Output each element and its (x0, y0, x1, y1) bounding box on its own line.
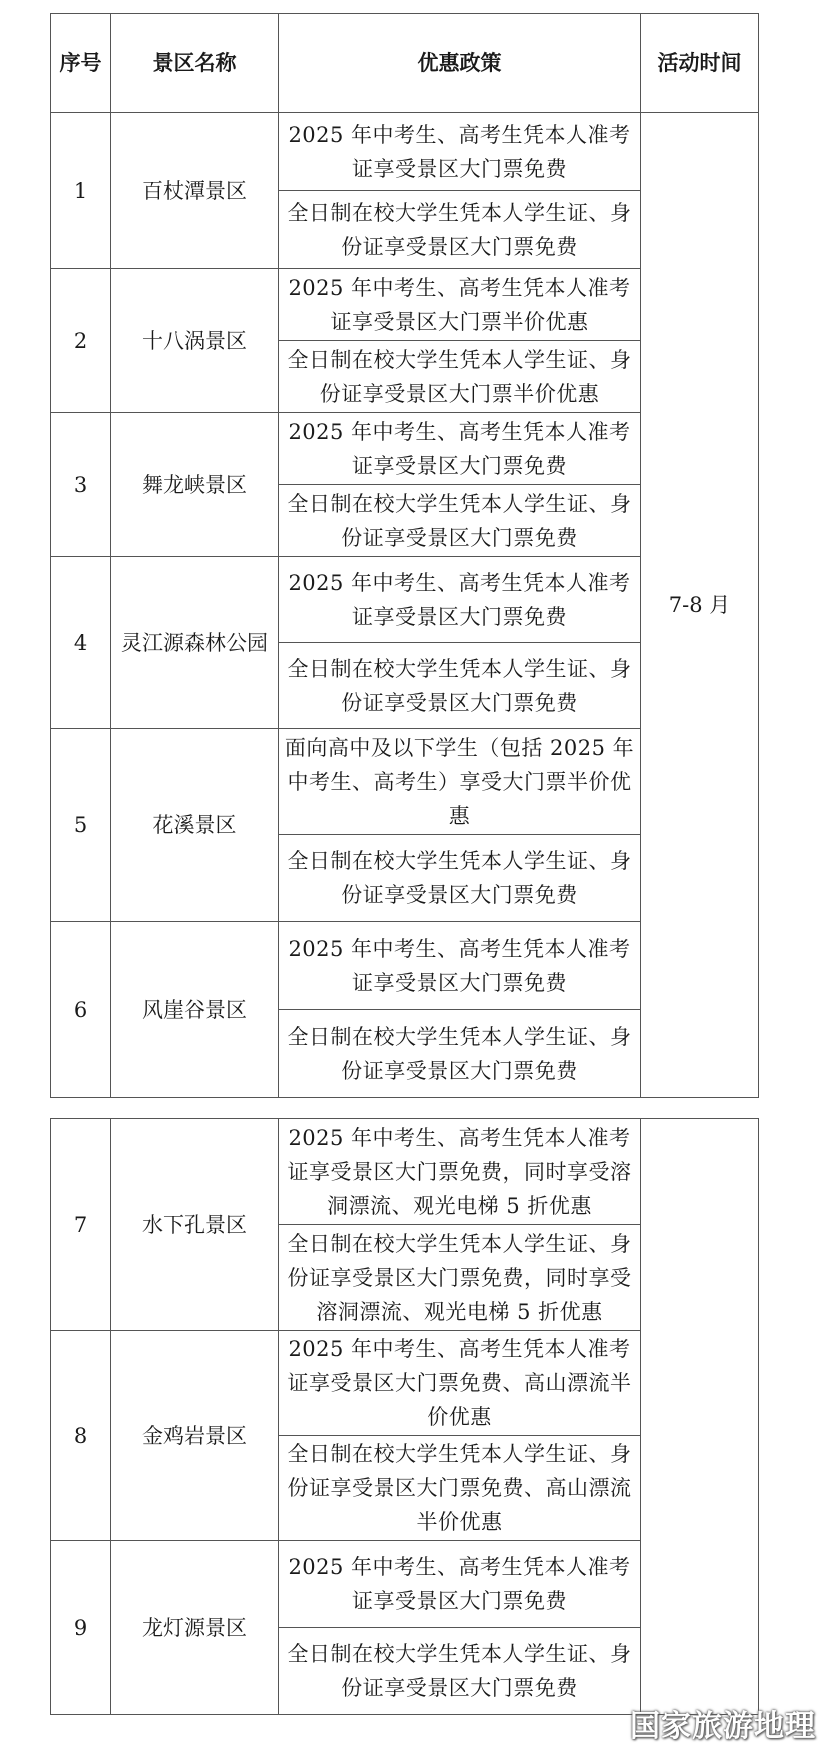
policy-exam-students: 2025 年中考生、高考生凭本人准考证享受景区大门票免费 (279, 413, 641, 485)
policy-exam-students: 2025 年中考生、高考生凭本人准考证享受景区大门票免费，同时享受溶洞漂流、观光电梯 5 折优惠 (279, 1119, 641, 1225)
row-scenic-name: 金鸡岩景区 (111, 1331, 279, 1541)
policy-exam-students: 2025 年中考生、高考生凭本人准考证享受景区大门票免费 (279, 557, 641, 643)
row-no: 4 (51, 557, 111, 729)
row-no: 7 (51, 1119, 111, 1331)
row-no: 5 (51, 729, 111, 922)
row-scenic-name: 十八涡景区 (111, 269, 279, 413)
activity-time-continued (641, 1119, 759, 1715)
discount-table-part-1 (50, 13, 759, 1098)
row-scenic-name: 水下孔景区 (111, 1119, 279, 1331)
watermark-logo: 国家旅游地理 (630, 1709, 816, 1744)
policy-university-students: 全日制在校大学生凭本人学生证、身份证享受景区大门票免费 (279, 643, 641, 729)
policy-university-students: 全日制在校大学生凭本人学生证、身份证享受景区大门票免费 (279, 485, 641, 557)
row-scenic-name: 舞龙峡景区 (111, 413, 279, 557)
table-header-row (51, 14, 759, 113)
row-scenic-name: 风崖谷景区 (111, 922, 279, 1098)
policy-high-school-students: 面向高中及以下学生（包括 2025 年中考生、高考生）享受大门票半价优惠 (279, 729, 641, 835)
policy-university-students: 全日制在校大学生凭本人学生证、身份证享受景区大门票半价优惠 (279, 341, 641, 413)
policy-exam-students: 2025 年中考生、高考生凭本人准考证享受景区大门票免费、高山漂流半价优惠 (279, 1331, 641, 1436)
row-scenic-name: 百杖潭景区 (111, 113, 279, 269)
row-scenic-name: 花溪景区 (111, 729, 279, 922)
policy-exam-students: 2025 年中考生、高考生凭本人准考证享受景区大门票免费 (279, 922, 641, 1010)
policy-university-students: 全日制在校大学生凭本人学生证、身份证享受景区大门票免费 (279, 1010, 641, 1098)
policy-university-students: 全日制在校大学生凭本人学生证、身份证享受景区大门票免费、高山漂流半价优惠 (279, 1436, 641, 1541)
row-no: 8 (51, 1331, 111, 1541)
header-policy: 优惠政策 (279, 14, 641, 113)
policy-exam-students: 2025 年中考生、高考生凭本人准考证享受景区大门票免费 (279, 1541, 641, 1628)
policy-university-students: 全日制在校大学生凭本人学生证、身份证享受景区大门票免费，同时享受溶洞漂流、观光电梯 5 折优惠 (279, 1225, 641, 1331)
discount-table-part-2 (50, 1118, 759, 1715)
row-no: 1 (51, 113, 111, 269)
header-time: 活动时间 (641, 14, 759, 113)
policy-exam-students: 2025 年中考生、高考生凭本人准考证享受景区大门票半价优惠 (279, 269, 641, 341)
row-scenic-name: 龙灯源景区 (111, 1541, 279, 1715)
policy-university-students: 全日制在校大学生凭本人学生证、身份证享受景区大门票免费 (279, 191, 641, 269)
table-row (51, 113, 759, 191)
header-no: 序号 (51, 14, 111, 113)
header-name: 景区名称 (111, 14, 279, 113)
row-scenic-name: 灵江源森林公园 (111, 557, 279, 729)
activity-time: 7-8 月 (641, 113, 759, 1098)
row-no: 6 (51, 922, 111, 1098)
row-no: 2 (51, 269, 111, 413)
policy-university-students: 全日制在校大学生凭本人学生证、身份证享受景区大门票免费 (279, 835, 641, 922)
table-row (51, 1119, 759, 1225)
row-no: 3 (51, 413, 111, 557)
policy-university-students: 全日制在校大学生凭本人学生证、身份证享受景区大门票免费 (279, 1628, 641, 1715)
row-no: 9 (51, 1541, 111, 1715)
policy-exam-students: 2025 年中考生、高考生凭本人准考证享受景区大门票免费 (279, 113, 641, 191)
